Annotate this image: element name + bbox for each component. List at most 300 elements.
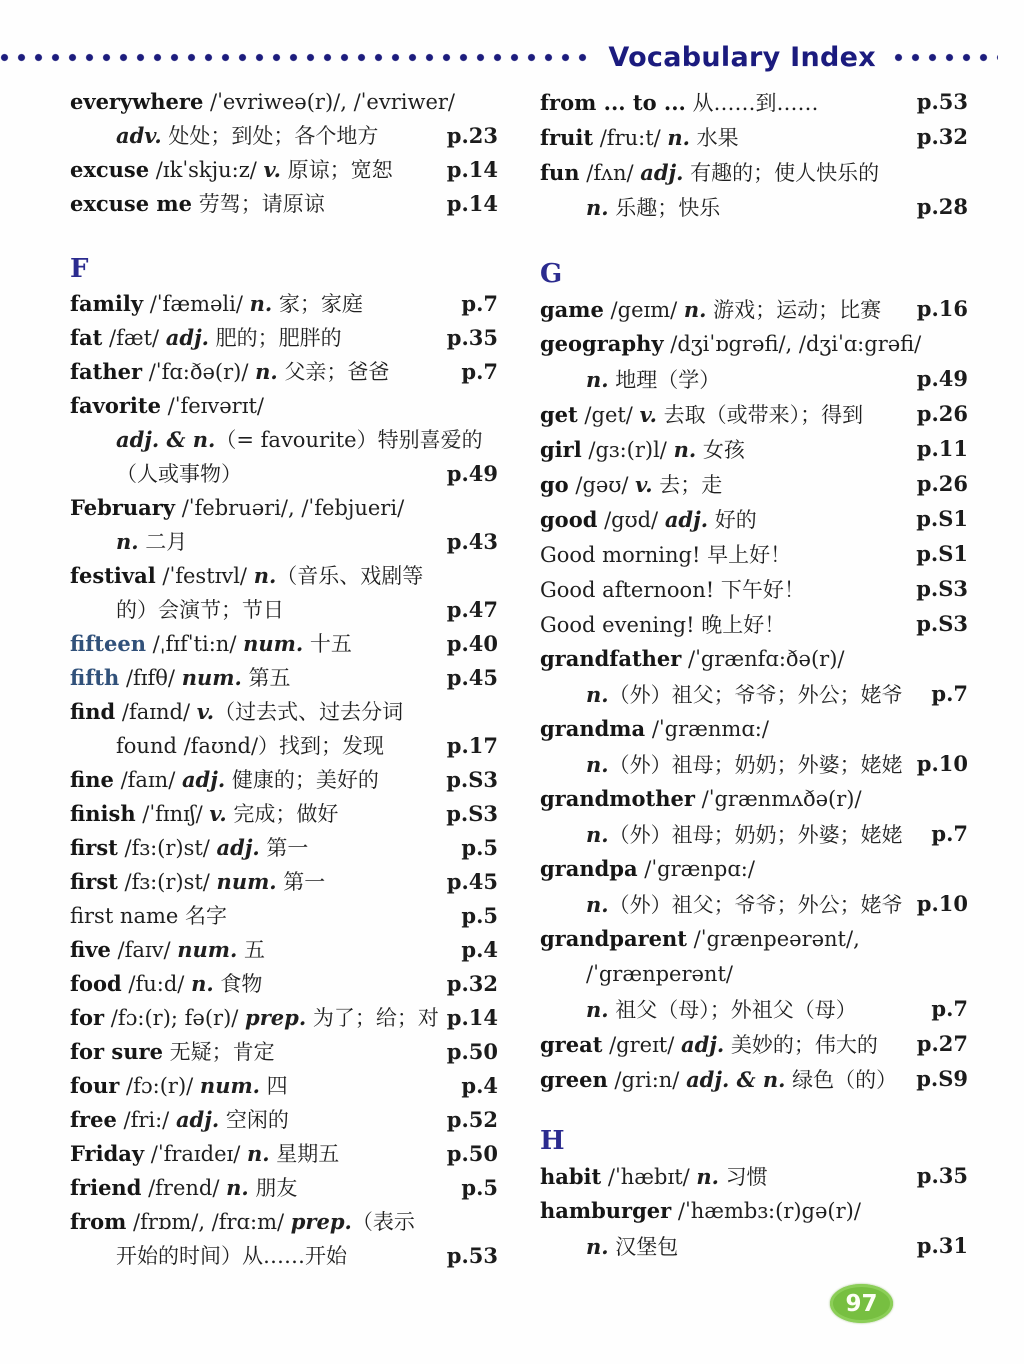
- chinese-gloss: 绿色（的）: [785, 1067, 898, 1092]
- headword: five: [70, 937, 111, 962]
- entry-line: [70, 84, 498, 118]
- headword: fine: [70, 767, 114, 792]
- phonetic: /ˈfɑ:ðə(r)/: [142, 360, 256, 384]
- headword: festival: [70, 563, 156, 588]
- page-ref: p.14: [446, 190, 498, 216]
- part-of-speech: num.: [216, 869, 277, 894]
- vocab-entry: [70, 152, 498, 186]
- part-of-speech: n.: [253, 563, 277, 588]
- entry-line: [70, 1136, 498, 1170]
- page-ref: p.31: [916, 1233, 968, 1258]
- vocab-entry: [540, 641, 968, 711]
- vocab-entry: [70, 1068, 498, 1102]
- entry-line: [70, 320, 498, 354]
- page-ref: p.32: [916, 124, 968, 149]
- page-ref: p.53: [916, 89, 968, 114]
- chinese-gloss: 下午好！: [714, 577, 805, 602]
- chinese-gloss: 名字: [178, 904, 228, 928]
- headword: friend: [70, 1175, 142, 1200]
- entry-line-text: [540, 1161, 909, 1191]
- vocab-entry: [540, 501, 968, 536]
- phonetic: /geɪm/: [603, 297, 684, 322]
- entry-line: [70, 966, 498, 1000]
- part-of-speech: n.: [586, 891, 609, 917]
- vocab-entry: [70, 660, 498, 694]
- part-of-speech: n.: [586, 194, 609, 220]
- phonetic: /fɪfθ/: [119, 666, 182, 690]
- page-ref: p.53: [446, 1242, 498, 1268]
- chinese-gloss: （外）祖父；爷爷；外公；姥爷: [608, 892, 903, 917]
- chinese-gloss: 五: [237, 938, 265, 962]
- entry-line-text: [540, 87, 909, 117]
- entry-line-text: [70, 1070, 453, 1100]
- entry-line-text: [70, 662, 439, 692]
- vocab-entry: [70, 626, 498, 660]
- entry-line: [70, 186, 498, 220]
- entry-line: [540, 1193, 968, 1228]
- headword: girl: [540, 436, 582, 462]
- part-of-speech: prep.: [290, 1209, 352, 1234]
- entry-line: [540, 606, 968, 641]
- entry-line: [540, 781, 968, 816]
- chinese-gloss: 食物: [213, 972, 263, 996]
- part-of-speech: n.: [586, 681, 609, 707]
- entry-line: [70, 118, 498, 152]
- entry-line: [540, 746, 968, 781]
- headword: free: [70, 1107, 117, 1132]
- vocab-entry: [540, 1026, 968, 1061]
- entry-line-text: [70, 968, 439, 998]
- vocab-entry: [540, 119, 968, 154]
- entry-line-text: [540, 749, 909, 779]
- chinese-gloss: 女孩: [696, 437, 745, 462]
- vocab-entry: [70, 1034, 498, 1068]
- vocab-entry: [70, 864, 498, 898]
- headword: good: [540, 506, 598, 532]
- entry-line: [70, 1238, 498, 1272]
- entry-line: [540, 921, 968, 956]
- entry-line-text: [540, 1064, 908, 1094]
- part-of-speech: adj.: [681, 1031, 725, 1057]
- headword: get: [540, 401, 578, 427]
- vocab-entry: [540, 1061, 968, 1096]
- chinese-gloss: 为了；给；对: [306, 1006, 439, 1030]
- vocab-entry: [70, 286, 498, 320]
- page-number-badge: 97: [830, 1284, 893, 1323]
- vocab-entry: [540, 781, 968, 851]
- page-ref: p.5: [461, 1174, 498, 1200]
- entry-line: [540, 641, 968, 676]
- chinese-gloss: 原谅；宽恕: [280, 158, 393, 182]
- dotted-rule-right: [894, 53, 998, 62]
- chinese-gloss: 四: [260, 1074, 288, 1098]
- entry-line-text: [70, 322, 439, 352]
- phonetic: found /faʊnd/: [116, 734, 259, 758]
- part-of-speech: n.: [586, 751, 609, 777]
- page-ref: p.16: [916, 296, 968, 321]
- vocab-entry: [70, 830, 498, 864]
- chinese-gloss: 开始的时间）从……开始: [116, 1244, 347, 1268]
- vocab-entry: [70, 388, 498, 490]
- phonetic: /gəʊ/: [568, 472, 636, 497]
- chinese-gloss: 汉堡包: [608, 1234, 679, 1259]
- vocab-entry: [70, 762, 498, 796]
- phonetic: /gri:n/: [607, 1067, 687, 1092]
- chinese-gloss: 从……到……: [685, 90, 819, 115]
- entry-line-text: [540, 1029, 909, 1059]
- headword: fifth: [70, 665, 120, 690]
- entry-line: [70, 762, 498, 796]
- phonetic: /greɪt/: [602, 1032, 681, 1057]
- phonetic: /fru:t/: [593, 125, 668, 150]
- entry-line-text: [540, 889, 909, 919]
- entry-line: [70, 1034, 498, 1068]
- entry-line-text: [70, 934, 453, 964]
- entry-line: [70, 558, 498, 592]
- chinese-gloss: 好的: [708, 507, 757, 532]
- headword: Good morning!: [540, 542, 701, 567]
- headword: grandma: [540, 716, 646, 741]
- page-ref: p.47: [446, 596, 498, 622]
- part-of-speech: num.: [243, 631, 304, 656]
- entry-line: [70, 286, 498, 320]
- entry-line: [70, 1102, 498, 1136]
- headword: fifteen: [70, 631, 146, 656]
- phonetic: /fɔ:(r); fə(r)/: [104, 1006, 246, 1030]
- left-column: [70, 84, 498, 1272]
- chinese-gloss: （外）祖母；奶奶；外婆；姥姥: [608, 822, 903, 847]
- vocab-entry: [540, 571, 968, 606]
- page-ref: p.50: [446, 1038, 498, 1064]
- entry-line-text: [540, 331, 968, 356]
- phonetic: /frend/: [141, 1176, 227, 1200]
- entry-line: [70, 422, 498, 456]
- entry-line: [540, 396, 968, 431]
- headword: great: [540, 1031, 603, 1057]
- chinese-gloss: 有趣的；使人快乐的: [683, 160, 880, 185]
- part-of-speech: n.: [667, 124, 690, 150]
- part-of-speech: n.: [696, 1163, 719, 1189]
- page-ref: p.45: [446, 868, 498, 894]
- entry-line-text: [540, 294, 909, 324]
- entry-line-text: [70, 120, 439, 150]
- headword: excuse me: [70, 191, 193, 216]
- vocab-entry: [70, 898, 498, 932]
- phonetic: /ɪkˈskju:z/: [149, 158, 264, 182]
- headword: fruit: [540, 124, 594, 150]
- part-of-speech: adj. & n.: [116, 427, 216, 452]
- headword: find: [70, 699, 116, 724]
- part-of-speech: num.: [199, 1073, 260, 1098]
- entry-line-text: [70, 832, 453, 862]
- page-ref: p.23: [446, 122, 498, 148]
- headword: go: [540, 471, 569, 497]
- entry-line-text: [540, 157, 968, 187]
- entry-line-text: [70, 1172, 453, 1202]
- vocab-entry: [70, 966, 498, 1000]
- entry-line: [540, 571, 968, 606]
- entry-line-text: [70, 188, 439, 218]
- phonetic: /ˈhæbɪt/: [601, 1164, 697, 1189]
- entry-line-text: [70, 89, 498, 114]
- entry-line: [540, 466, 968, 501]
- chinese-gloss: 游戏；运动；比赛: [706, 297, 882, 322]
- entry-line-text: [540, 399, 909, 429]
- phonetic: /ˈgrænpɑ:/: [637, 857, 755, 881]
- headword: Good afternoon!: [540, 577, 715, 602]
- part-of-speech: adj.: [664, 506, 709, 532]
- vocab-entry: [70, 186, 498, 220]
- headword: habit: [540, 1163, 602, 1189]
- entry-line-text: [70, 866, 439, 896]
- entry-line-text: [540, 539, 908, 569]
- page-ref: p.S1: [916, 506, 968, 531]
- vocab-entry: [70, 1102, 498, 1136]
- page-ref: p.5: [461, 834, 498, 860]
- vocab-entry: [540, 291, 968, 326]
- chinese-gloss: 去取（或带来）；得到: [656, 402, 864, 427]
- phonetic: /ˈgrænperənt/: [586, 961, 733, 986]
- part-of-speech: num.: [181, 665, 242, 690]
- vocab-entry: [70, 1000, 498, 1034]
- chinese-gloss: 健康的；美好的: [225, 768, 379, 792]
- phonetic: /gɜ:(r)l/: [581, 437, 674, 462]
- part-of-speech: prep.: [245, 1005, 307, 1030]
- page-ref: p.35: [446, 324, 498, 350]
- chinese-gloss: 二月: [138, 530, 188, 554]
- entry-line: [540, 1158, 968, 1193]
- entry-line: [540, 711, 968, 746]
- entry-line: [70, 456, 498, 490]
- phonetic: /ˈevriweə(r)/, /ˈevriwer/: [203, 89, 455, 114]
- phonetic: /ˈgrænpeərənt/,: [687, 927, 860, 951]
- headword: everywhere: [70, 88, 204, 114]
- entry-line-text: [70, 288, 453, 318]
- phonetic: /ˈfraɪdeɪ/: [144, 1142, 247, 1166]
- vocab-entry: [540, 606, 968, 641]
- page-header: [0, 41, 998, 73]
- headword: first: [70, 835, 118, 860]
- part-of-speech: n.: [586, 996, 609, 1022]
- page-ref: p.4: [461, 1072, 498, 1098]
- vocab-entry: [70, 558, 498, 626]
- entry-line-text: [540, 819, 923, 849]
- part-of-speech: adj. & n.: [686, 1066, 786, 1092]
- part-of-speech: v.: [635, 471, 653, 497]
- right-column: [540, 84, 968, 1263]
- part-of-speech: num.: [177, 937, 238, 962]
- vocab-entry: [540, 1158, 968, 1193]
- part-of-speech: v.: [209, 801, 227, 826]
- chinese-gloss: 肥的；肥胖的: [209, 326, 342, 350]
- entry-line: [70, 796, 498, 830]
- entry-line: [70, 694, 498, 728]
- chinese-gloss: 早上好！: [700, 542, 792, 567]
- entry-line-text: [70, 1002, 439, 1032]
- part-of-speech: adj.: [216, 835, 260, 860]
- entry-line: [540, 501, 968, 536]
- page-ref: p.26: [916, 471, 968, 496]
- vocab-entry: [70, 932, 498, 966]
- vocab-entry: [70, 490, 498, 558]
- chinese-gloss: 水果: [690, 125, 739, 150]
- part-of-speech: n.: [673, 436, 697, 462]
- entry-line-text: [70, 1138, 439, 1168]
- headword: from ... to ...: [540, 89, 686, 115]
- part-of-speech: n.: [255, 359, 278, 384]
- entry-line: [540, 1228, 968, 1263]
- entry-line-text: [70, 798, 438, 828]
- chinese-gloss: 星期五: [269, 1142, 340, 1166]
- vocab-entry: [70, 1170, 498, 1204]
- headword: grandfather: [540, 646, 682, 671]
- part-of-speech: adj.: [640, 159, 684, 185]
- chinese-gloss: 父亲；爸爸: [277, 360, 390, 384]
- chinese-gloss: 处处；到处；各个地方: [161, 124, 379, 148]
- headword: grandparent: [540, 926, 687, 951]
- headword: for: [70, 1005, 105, 1030]
- headword: grandmother: [540, 786, 695, 811]
- entry-line-text: [540, 962, 968, 986]
- entry-line: [70, 660, 498, 694]
- vocab-entry: [70, 1204, 498, 1272]
- chinese-gloss: 家；家庭: [272, 292, 363, 316]
- phonetic: /gʊd/: [597, 507, 665, 532]
- page-ref: p.7: [461, 358, 498, 384]
- page-ref: p.S1: [916, 541, 968, 566]
- chinese-gloss: 劳驾；请原谅: [192, 192, 325, 216]
- page-ref: p.14: [446, 156, 498, 182]
- headword: excuse: [70, 157, 150, 182]
- entry-line: [70, 626, 498, 660]
- part-of-speech: n.: [247, 1141, 270, 1166]
- vocab-entry: [540, 466, 968, 501]
- chinese-gloss: （表示: [351, 1210, 415, 1234]
- headword: for sure: [70, 1039, 163, 1064]
- part-of-speech: n.: [226, 1175, 249, 1200]
- vocab-entry: [540, 396, 968, 431]
- entry-line: [70, 592, 498, 626]
- chinese-gloss: （= favourite）特别喜爱的: [215, 428, 483, 452]
- headword: family: [70, 291, 144, 316]
- chinese-gloss: 无疑；肯定: [162, 1040, 275, 1064]
- part-of-speech: n.: [586, 366, 609, 392]
- entry-line-text: [540, 434, 909, 464]
- vocab-entry: [540, 1193, 968, 1263]
- entry-line-text: [70, 495, 498, 520]
- phonetic: /ˈgrænfɑ:ðə(r)/: [681, 647, 845, 671]
- headword: first name: [70, 904, 179, 928]
- entry-line: [70, 1000, 498, 1034]
- entry-line-text: [540, 646, 968, 671]
- vocab-entry: [70, 694, 498, 762]
- phonetic: /fɜ:(r)st/: [117, 870, 217, 894]
- entry-line: [540, 886, 968, 921]
- entry-line: [540, 361, 968, 396]
- chinese-gloss: （外）祖母；奶奶；外婆；姥姥: [608, 752, 903, 777]
- entry-line: [70, 728, 498, 762]
- headword: game: [540, 296, 604, 322]
- part-of-speech: n.: [249, 291, 273, 316]
- headword: February: [70, 494, 176, 520]
- phonetic: /get/: [577, 402, 640, 427]
- phonetic: /ˈgrænmʌðə(r)/: [694, 787, 862, 811]
- entry-line-text: [70, 1104, 439, 1134]
- entry-line-text: [540, 1198, 968, 1223]
- page-ref: p.7: [931, 996, 968, 1021]
- entry-line: [540, 291, 968, 326]
- vocab-entry: [70, 320, 498, 354]
- page-ref: p.10: [916, 751, 968, 776]
- entry-line: [540, 956, 968, 991]
- part-of-speech: n.: [191, 971, 214, 996]
- phonetic: /ˌfɪfˈti:n/: [146, 632, 244, 656]
- entry-line: [70, 388, 498, 422]
- page-ref: p.10: [916, 891, 968, 916]
- page-ref: p.7: [931, 681, 968, 706]
- page-ref: p.49: [446, 460, 498, 486]
- entry-line-text: [540, 192, 909, 222]
- headword: from: [70, 1209, 127, 1234]
- entry-line: [70, 830, 498, 864]
- entry-line-text: [540, 609, 908, 639]
- page-ref: p.43: [446, 528, 498, 554]
- entry-line: [70, 354, 498, 388]
- part-of-speech: n.: [586, 1233, 609, 1259]
- vocab-entry: [540, 431, 968, 466]
- entry-line-text: [70, 628, 439, 658]
- headword: geography: [540, 331, 664, 356]
- chinese-gloss: 朋友: [248, 1176, 298, 1200]
- entry-line: [540, 1061, 968, 1096]
- part-of-speech: adj.: [181, 767, 226, 792]
- vocab-entry: [540, 921, 968, 1026]
- entry-line: [540, 816, 968, 851]
- phonetic: /dʒiˈɒgrəfi/, /dʒiˈɑ:grəfi/: [663, 332, 922, 356]
- chinese-gloss: 十五: [303, 632, 352, 656]
- chinese-gloss: 的）会演节；节日: [116, 598, 284, 622]
- dotted-rule-left: [0, 53, 592, 62]
- entry-line: [540, 154, 968, 189]
- phonetic: /ˈhæmbɜ:(r)gə(r)/: [671, 1199, 861, 1223]
- entry-line-text: [70, 696, 498, 726]
- entry-line-text: [70, 900, 453, 930]
- chinese-gloss: 第一: [276, 870, 326, 894]
- entry-line: [70, 932, 498, 966]
- entry-line-text: [540, 994, 923, 1024]
- entry-line-text: [540, 856, 968, 881]
- entry-line: [70, 490, 498, 524]
- phonetic: /ˈfeɪvərɪt/: [160, 393, 264, 418]
- chinese-gloss: （人或事物）: [116, 462, 242, 486]
- chinese-gloss: 第一: [259, 836, 309, 860]
- chinese-gloss: 空闲的: [219, 1108, 289, 1132]
- part-of-speech: n.: [586, 821, 609, 847]
- vocab-entry: [70, 354, 498, 388]
- page-ref: p.S3: [916, 576, 968, 601]
- entry-line: [540, 431, 968, 466]
- headword: grandpa: [540, 856, 638, 881]
- page-ref: p.26: [916, 401, 968, 426]
- headword: fat: [70, 325, 103, 350]
- chinese-gloss: （外）祖父；爷爷；外公；姥爷: [608, 682, 903, 707]
- entry-line: [540, 1026, 968, 1061]
- phonetic: /fɔ:(r)/: [119, 1074, 200, 1098]
- page-ref: p.40: [446, 630, 498, 656]
- page-ref: p.5: [461, 902, 498, 928]
- page-ref: p.32: [446, 970, 498, 996]
- entry-line-text: [540, 786, 968, 811]
